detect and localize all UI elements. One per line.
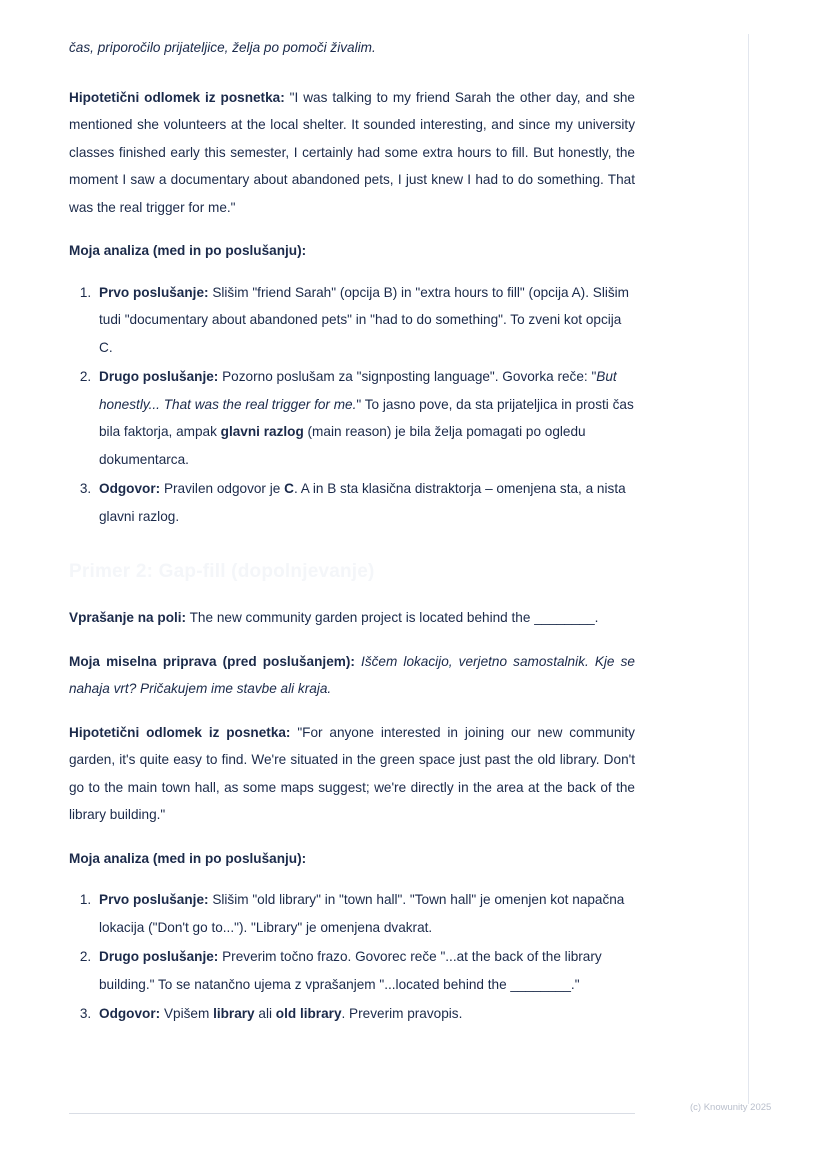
example2-transcript (69, 719, 635, 829)
step-text: Slišim "old library" in "town hall". "Town hall" je omenjen kot napačna lokacija ("Don't go to..."). "Library" je omenjena dvakrat. (99, 892, 625, 935)
example1-transcript-label: Hipotetični odlomek iz posnetka: (69, 89, 285, 105)
step-text-part3: (main reason) je bila želja pomagati po ogledu dokumentarca. (99, 424, 586, 467)
list-item (95, 886, 635, 941)
step-text: Slišim "friend Sarah" (opcija B) in "extra hours to fill" (opcija A). Slišim tudi "documentary about abandoned pets" in "had to do something". To zveni kot opcija C. (99, 284, 630, 355)
example2-question-label: Vprašanje na poli: (69, 610, 187, 625)
example2-title: Primer 2: Gap-fill (dopolnjevanje) (69, 561, 375, 582)
list-item (95, 363, 635, 473)
page-side-rule (748, 34, 749, 1104)
step-label: Prvo poslušanje: (99, 284, 209, 300)
example1-steps-list (69, 279, 635, 531)
step-label: Odgovor: (99, 481, 161, 496)
example2-preparation (69, 648, 635, 703)
example1-transcript (69, 84, 635, 222)
example2-question (69, 604, 635, 632)
step-quote-italic: But honestly... That was the real trigger for me. (99, 369, 617, 412)
step-label: Prvo poslušanje: (99, 892, 209, 907)
intro-fragment: čas, priporočilo prijateljice, želja po pomoči živalim. (69, 40, 376, 55)
step-text: Preverim točno frazo. Govorec reče "...at the back of the library building." To se natančno ujema z vprašanjem "...located behind the ________." (99, 949, 602, 992)
step-bold-inline: C (284, 481, 294, 496)
example2-transcript-label: Hipotetični odlomek iz posnetka: (69, 724, 291, 740)
list-item (95, 475, 635, 530)
step-bold-inline: glavni razlog (220, 424, 304, 439)
example2-prep-text: Iščem lokacijo, verjetno samostalnik. Kje se nahaja vrt? Pričakujem ime stavbe ali kraja. (69, 653, 635, 696)
list-item (95, 279, 635, 362)
copyright-notice: (c) Knowunity 2025 (690, 1102, 772, 1113)
example2-analysis-heading (69, 845, 635, 873)
step-bold-inline-2: old library (275, 1006, 342, 1021)
step-text-part2: ali (254, 1006, 276, 1021)
example1-analysis-heading-text: Moja analiza (med in po poslušanju): (69, 243, 307, 258)
footer-divider (69, 1113, 635, 1114)
example2-question-text: The new community garden project is located behind the ________. (186, 610, 599, 625)
step-text-part1: Pozorno poslušam za "signposting language". Govorka reče: " (218, 369, 597, 384)
list-item (95, 1000, 635, 1028)
step-label: Drugo poslušanje: (99, 949, 219, 964)
example2-steps-list (69, 886, 635, 1028)
step-label: Odgovor: (99, 1006, 161, 1021)
list-item (95, 943, 635, 998)
step-text-part1: Pravilen odgovor je (160, 481, 285, 496)
example1-analysis-heading (69, 237, 635, 265)
step-text-part2: " To jasno pove, da sta prijateljica in prosti čas bila faktorja, ampak (99, 396, 634, 439)
example2-transcript-text: "For anyone interested in joining our new community garden, it's quite easy to find. We're situated in the green space just past the old library. Don't go to the main town hall, as some maps suggest; we're directly in the area at the back of the library building." (69, 724, 635, 822)
step-text-part1: Vpišem (160, 1006, 214, 1021)
step-text-part3: . Preverim pravopis. (341, 1006, 463, 1021)
example2-prep-label: Moja miselna priprava (pred poslušanjem): (69, 653, 355, 669)
example1-transcript-text: "I was talking to my friend Sarah the other day, and she mentioned she volunteers at the local shelter. It sounded interesting, and since my university classes finished early this semester, I certainly had some extra hours to fill. But honestly, the moment I saw a documentary about abandoned pets, I just knew I had to do something. That was the real trigger for me." (69, 89, 635, 215)
example2-analysis-heading-text: Moja analiza (med in po poslušanju): (69, 850, 307, 866)
step-text-part2: . A in B sta klasična distraktorja – omenjena sta, a nista glavni razlog. (99, 481, 626, 524)
step-label: Drugo poslušanje: (99, 369, 219, 384)
step-bold-inline-1: library (213, 1006, 255, 1021)
document-content (69, 34, 635, 1038)
